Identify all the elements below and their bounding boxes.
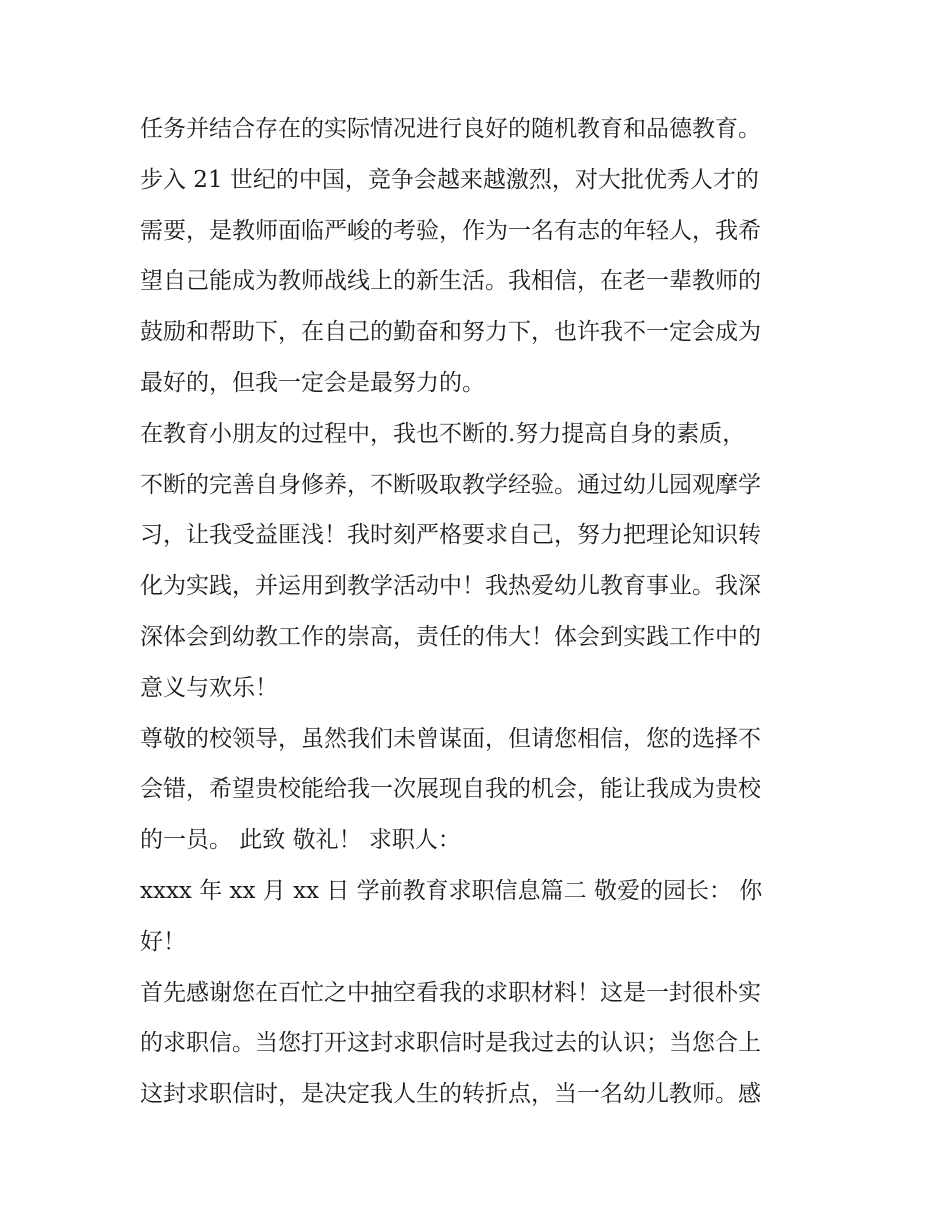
text-line: 鼓励和帮助下，在自己的勤奋和努力下，也许我不一定会成为 — [140, 319, 761, 346]
text-line: 意义与欢乐！ — [140, 674, 278, 701]
text-line: 好！ — [140, 928, 186, 955]
text-line: 会错，希望贵校能给我一次展现自我的机会，能让我成为贵校 — [140, 776, 761, 803]
body-text — [140, 104, 830, 1120]
text-line: 需要，是教师面临严峻的考验，作为一名有志的年轻人，我希 — [140, 217, 761, 244]
text-line: 尊敬的校领导，虽然我们未曾谋面，但请您相信，您的选择不 — [140, 725, 761, 752]
text-line: 不断的完善自身修养，不断吸取教学经验。通过幼儿园观摩学 — [140, 471, 761, 498]
text-line: 这封求职信时，是决定我人生的转折点，当一名幼儿教师。感 — [140, 1081, 761, 1108]
text-line: 最好的，但我一定会是最努力的。 — [140, 369, 485, 396]
text-line: 的一员。 此致 敬礼！ 求职人： — [140, 827, 461, 854]
text-line: 深体会到幼教工作的崇高，责任的伟大！体会到实践工作中的 — [140, 623, 761, 650]
text-line: 的求职信。当您打开这封求职信时是我过去的认识；当您合上 — [140, 1030, 761, 1057]
text-line: 在教育小朋友的过程中，我也不断的.努力提高自身的素质， — [140, 420, 746, 447]
text-line: 习，让我受益匪浅！我时刻严格要求自己，努力把理论知识转 — [140, 522, 761, 549]
text-line: 首先感谢您在百忙之中抽空看我的求职材料！这是一封很朴实 — [140, 979, 761, 1006]
text-line: xxxx 年 xx 月 xx 日 学前教育求职信息篇二 敬爱的园长： 你 — [140, 877, 763, 904]
text-line: 步入 21 世纪的中国，竞争会越来越激烈，对大批优秀人才的 — [140, 166, 759, 193]
text-line: 任务并结合存在的实际情况进行良好的随机教育和品德教育。 — [140, 116, 761, 142]
text-line: 望自己能成为教师战线上的新生活。我相信，在老一辈教师的 — [140, 268, 761, 295]
text-line: 化为实践，并运用到教学活动中！我热爱幼儿教育事业。我深 — [140, 573, 761, 600]
